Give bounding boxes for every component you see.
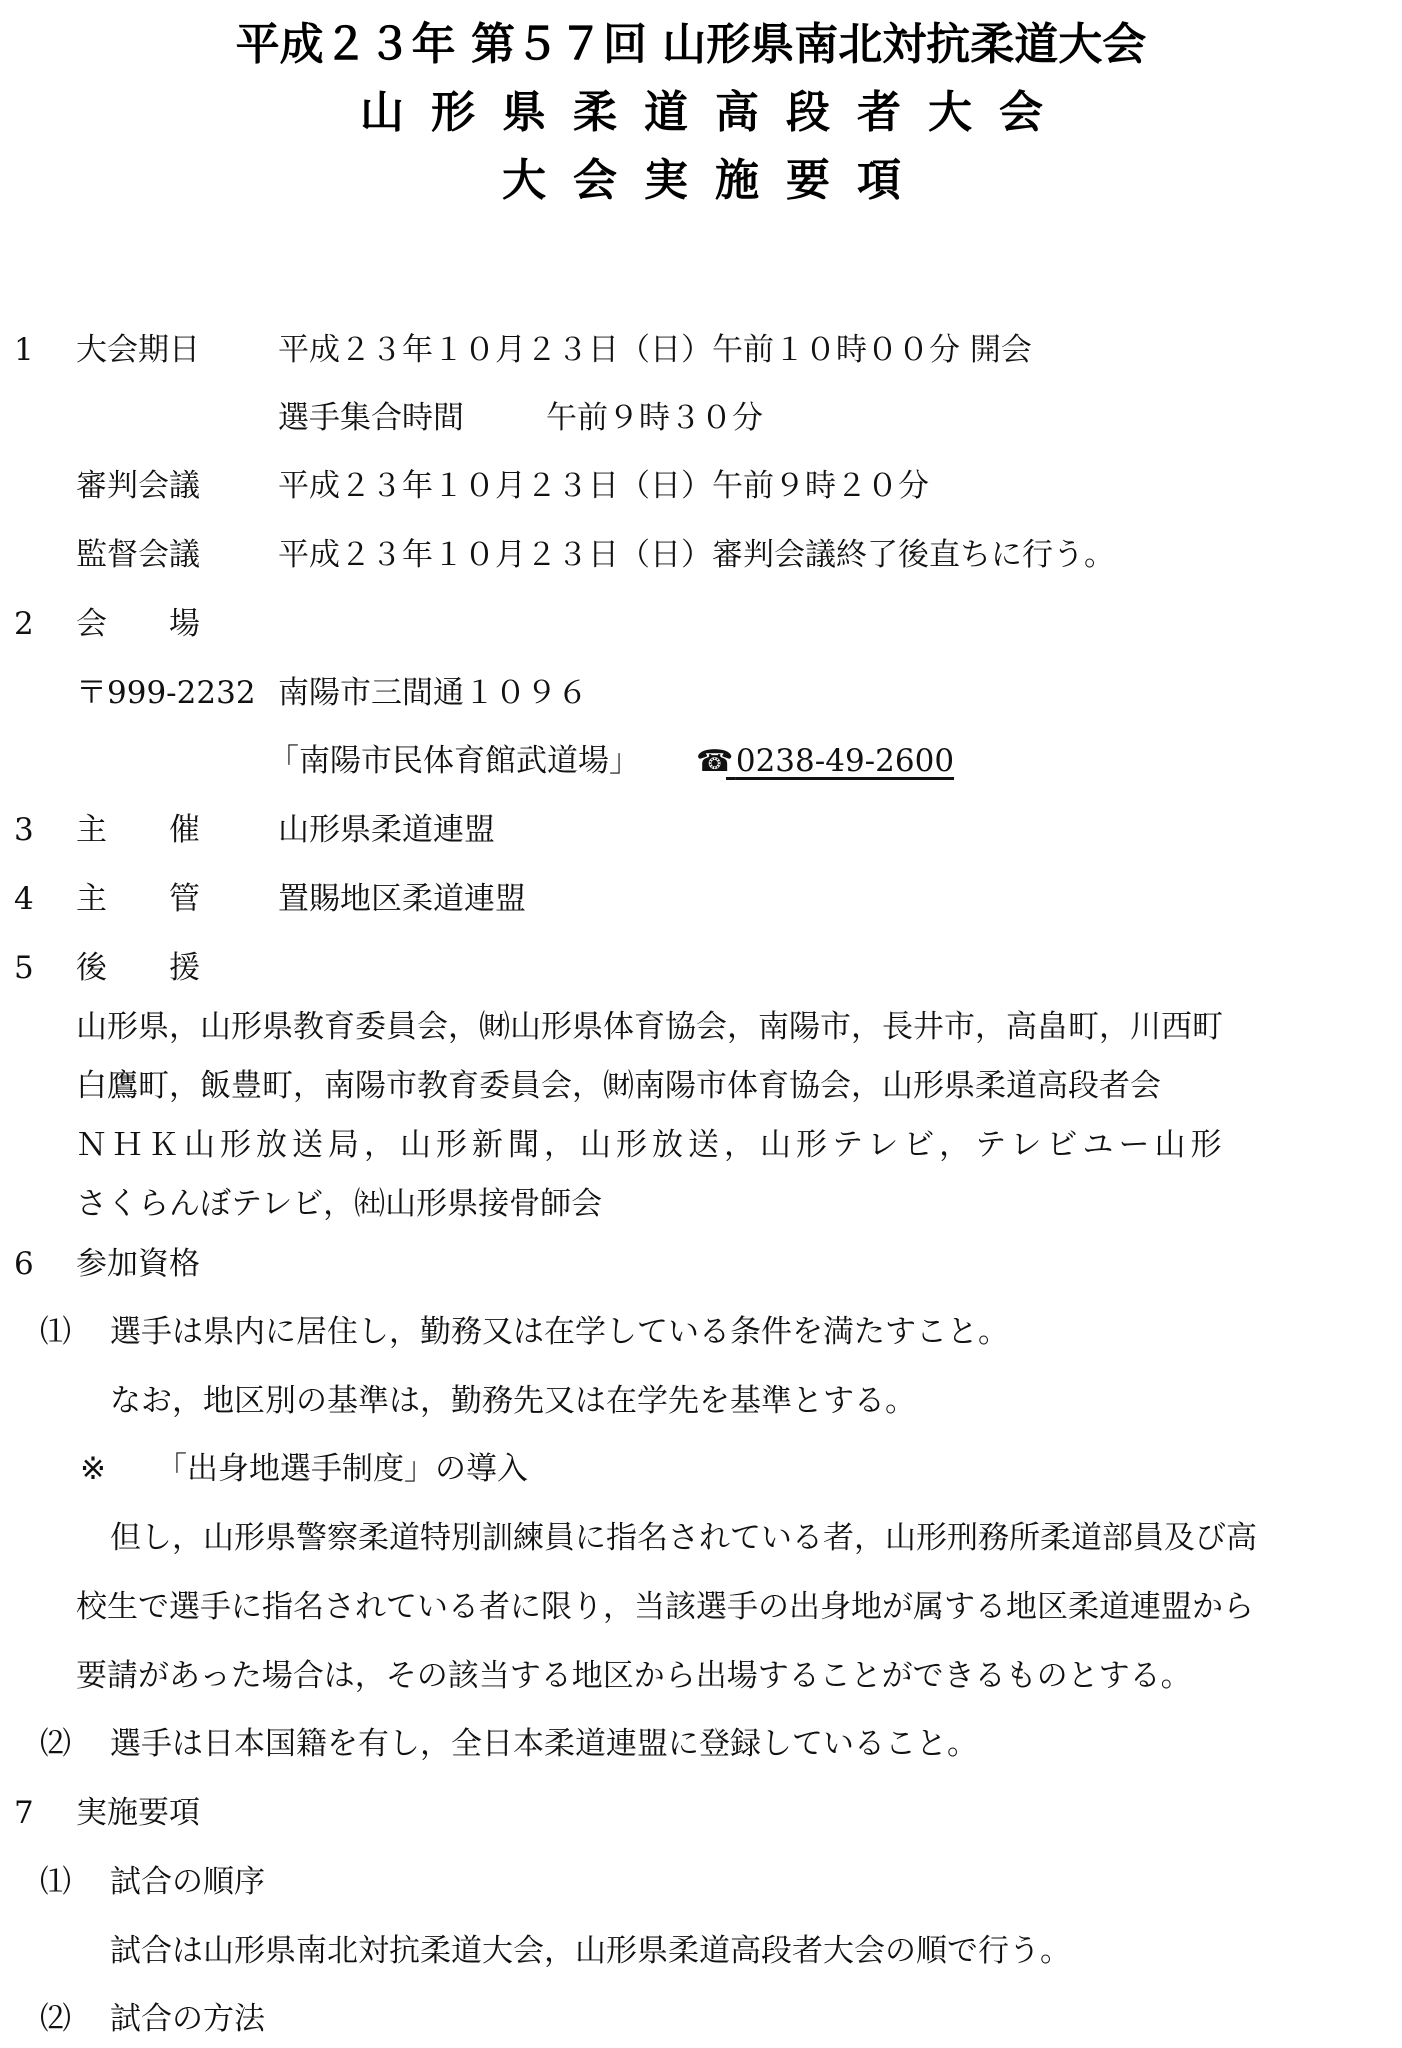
section-3-number: 3 — [14, 812, 34, 848]
eligibility-item-1-number: ⑴ — [40, 1314, 71, 1350]
sponsor-line: ＮＨＫ山形放送局，山形新聞，山形放送，山形テレビ，テレビユー山形 — [76, 1127, 1227, 1163]
reference-line: 但し，山形県警察柔道特別訓練員に指名されている者，山形刑務所柔道部員及び高 — [110, 1520, 1257, 1556]
section-2-label: 会 場 — [76, 606, 200, 642]
venue-phone[interactable] — [696, 741, 954, 782]
title-line-3: 大会実施要項 — [502, 155, 928, 206]
section-7-number: 7 — [14, 1795, 34, 1831]
venue-name: 「南陽市民体育館武道場」 — [268, 743, 640, 779]
coach-meeting-label: 監督会議 — [76, 537, 200, 573]
postal-code: 〒999-2232 — [76, 675, 256, 711]
section-3-label: 主 催 — [76, 812, 200, 848]
sponsor-line: 山形県，山形県教育委員会，㈶山形県体育協会，南陽市，長井市，高畠町，川西町 — [76, 1009, 1223, 1045]
reference-line: 要請があった場合は，その該当する地区から出場することができるものとする。 — [76, 1658, 1192, 1694]
section-5-number: 5 — [14, 950, 34, 986]
section-6-number: 6 — [14, 1246, 34, 1282]
reference-title: 「出身地選手制度」の導入 — [156, 1451, 528, 1487]
rules-item-1-title: 試合の順序 — [110, 1864, 265, 1900]
section-4-text: 置賜地区柔道連盟 — [278, 881, 526, 917]
section-6-label: 参加資格 — [76, 1246, 200, 1282]
coach-meeting-value: 平成２３年１０月２３日（日）審判会議終了後直ちに行う。 — [278, 537, 1115, 573]
reference-mark: ※ — [80, 1451, 106, 1487]
telephone-icon: ☎ — [696, 744, 734, 779]
assembly-time-value: 午前９時３０分 — [546, 400, 763, 436]
rules-item-1-text: 試合は山形県南北対抗柔道大会，山形県柔道高段者大会の順で行う。 — [110, 1933, 1071, 1969]
rules-item-2-title: 試合の方法 — [110, 2001, 265, 2037]
section-4-number: 4 — [14, 881, 34, 917]
referee-meeting-value: 平成２３年１０月２３日（日）午前９時２０分 — [278, 468, 929, 504]
eligibility-item-2-number: ⑵ — [40, 1726, 71, 1762]
sponsor-line: さくらんぼテレビ，㈳山形県接骨師会 — [76, 1186, 603, 1222]
eligibility-item-1-text: 選手は県内に居住し，勤務又は在学している条件を満たすこと。 — [110, 1314, 1009, 1350]
reference-line: 校生で選手に指名されている者に限り，当該選手の出身地が属する地区柔道連盟から — [76, 1589, 1254, 1625]
section-3-text: 山形県柔道連盟 — [278, 812, 495, 848]
sponsor-line: 白鷹町，飯豊町，南陽市教育委員会，㈶南陽市体育協会，山形県柔道高段者会 — [76, 1068, 1161, 1104]
eligibility-item-1-note: なお，地区別の基準は，勤務先又は在学先を基準とする。 — [110, 1383, 916, 1419]
title-line-1: 平成２３年 第５７回 山形県南北対抗柔道大会 — [235, 19, 1147, 70]
eligibility-item-2-text: 選手は日本国籍を有し，全日本柔道連盟に登録していること。 — [110, 1726, 978, 1762]
section-4-label: 主 管 — [76, 881, 200, 917]
section-2-number: 2 — [14, 606, 34, 642]
section-5-label: 後 援 — [76, 950, 200, 986]
rules-item-1-number: ⑴ — [40, 1864, 71, 1900]
venue-address: 南陽市三間通１０９６ — [278, 675, 588, 711]
section-1-date: 平成２３年１０月２３日（日）午前１０時００分 開会 — [278, 332, 1032, 368]
section-1-label: 大会期日 — [76, 332, 200, 368]
referee-meeting-label: 審判会議 — [76, 468, 200, 504]
venue-phone-number: 0238-49-2600 — [735, 743, 955, 779]
section-1-number: 1 — [14, 332, 34, 368]
assembly-time-label: 選手集合時間 — [278, 400, 464, 436]
rules-item-2-number: ⑵ — [40, 2001, 71, 2037]
section-7-label: 実施要項 — [76, 1795, 200, 1831]
title-line-2: 山形県柔道高段者大会 — [360, 87, 1070, 138]
